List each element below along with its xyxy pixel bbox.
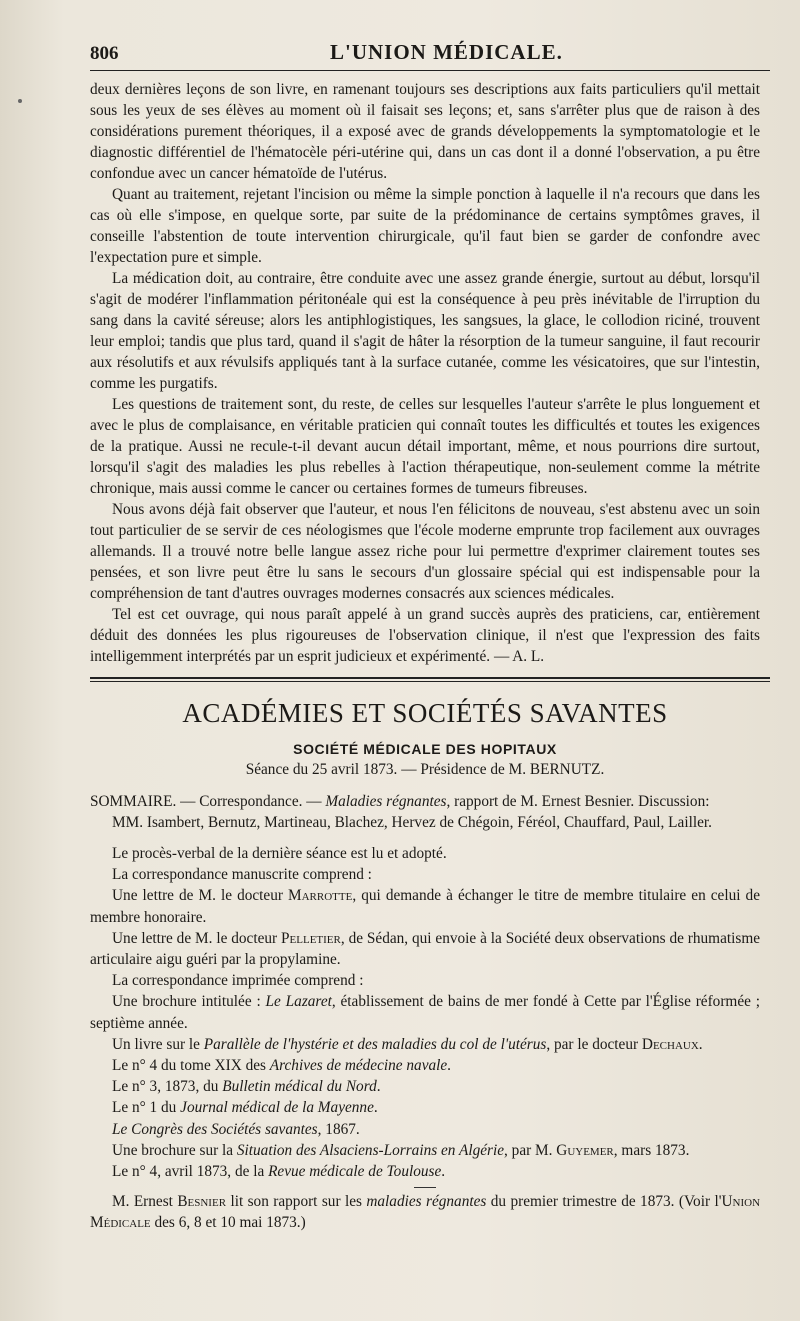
review-paragraph: La médication doit, au contraire, être conduite avec une assez grande énergie, surtout au début, lorsqu'il s'agit de modérer l'inflammation péritonéale qui est la conséquence à peu près inévitable de l'irruption du sang dans la cavité séreuse; alors les antiphlogistiques, les sangsues, la glace, le collodion riciné, trouvent leur emploi; tandis que plus tard, quand il s'agit de hâter la résorption de la tumeur sanguine, il faut recourir aux résolutifs et aux révulsifs appliqués tant à la surface cutanée, comme les vésicatoires, que sur l'intestin, comme les purgatifs. <box>90 270 760 392</box>
minutes-paragraph: M. Ernest Besnier lit son rapport sur les maladies régnantes du premier trimestre de 1873. (Voir l'Union Médicale des 6, 8 et 10 mai 1873.) <box>90 1193 761 1232</box>
minutes-paragraph: Le procès-verbal de la dernière séance est lu et adopté. <box>112 845 447 862</box>
page-number: 806 <box>90 43 119 64</box>
minutes-paragraph: Le n° 4, avril 1873, de la Revue médicale de Toulouse. <box>112 1163 446 1181</box>
society-title: SOCIÉTÉ MÉDICALE DES HOPITAUX <box>293 741 557 757</box>
short-rule <box>414 1187 436 1188</box>
minutes-paragraph: Le Congrès des Sociétés savantes, 1867. <box>112 1120 360 1138</box>
summary <box>90 791 760 833</box>
section-divider <box>90 677 770 682</box>
journal-title: L'UNION MÉDICALE. <box>330 40 563 64</box>
review-paragraph: Quant au traitement, rejetant l'incision ou même la simple ponction à laquelle il n'a recours que dans les cas où elle s'impose, en quelque sorte, par suite de la prédominance de certains symptômes graves, il conseille l'abstention de toute intervention chirurgicale, qu'il faut bien se garder de confondre avec l'expectation pure et simple. <box>90 186 760 266</box>
summary-participants: MM. Isambert, Bernutz, Martineau, Blachez, Hervez de Chégoin, Féréol, Chauffard, Paul, Lailler. <box>112 814 712 831</box>
summary-line: SOMMAIRE. — Correspondance. — Maladies régnantes, rapport de M. Ernest Besnier. Discussion: <box>90 793 710 810</box>
review-paragraph: Nous avons déjà fait observer que l'auteur, et nous l'en félicitons de nouveau, s'est abstenu avec un soin tout particulier de se servir de ces néologismes que l'école moderne emprunte trop facilement aux ouvrages allemands. Il a trouvé notre belle langue assez riche pour lui permettre d'exprimer clairement toutes ses pensées, et son livre peut être lu sans le secours d'un glossaire spécial qui est indispensable pour la compréhension de tant d'autres ouvrages modernes consacrés aux sciences médicales. <box>90 501 760 602</box>
minutes-paragraph: La correspondance imprimée comprend : <box>112 972 364 990</box>
margin-speck <box>18 99 22 103</box>
book-review <box>90 79 760 667</box>
running-head <box>90 40 770 71</box>
summary-label: SOMMAIRE. <box>90 793 177 810</box>
review-paragraph: Les questions de traitement sont, du reste, de celles sur lesquelles l'auteur s'arrête le plus longuement et avec le plus de complaisance, en véritable praticien qui connaît toutes les difficultés et toutes les exigences de la pratique. Aussi ne recule-t-il devant aucun détail important, même, et nous pourrions dire surtout, lorsqu'il s'agit des maladies les plus rebelles à l'action thérapeutique, non-seulement comme la métrite chronique, mais aussi comme le cancer ou certaines formes de tumeurs fibreuses. <box>90 396 760 497</box>
minutes-paragraph: Une lettre de M. le docteur Pelletier, de Sédan, qui envoie à la Société deux observations de rhumatisme articulaire aigu guéri par la propylamine. <box>90 929 761 969</box>
minutes-paragraph: Un livre sur le Parallèle de l'hystérie et des maladies du col de l'utérus, par le docteur Dechaux. <box>112 1035 703 1053</box>
review-paragraph: Tel est cet ouvrage, qui nous paraît appelé à un grand succès auprès des praticiens, car, entièrement déduit des données les plus rigoureuses de l'observation clinique, il n'est que l'expression des faits intelligemment interprétés par un esprit judicieux et expérimenté. — A. L. <box>90 606 760 665</box>
minutes-paragraph: Une brochure intitulée : Le Lazaret, établissement de bains de mer fondé à Cette par l'Église réformée ; septième année. <box>90 993 760 1032</box>
minutes-paragraph: La correspondance manuscrite comprend : <box>112 866 372 884</box>
minutes-paragraph: Le n° 1 du Journal médical de la Mayenne. <box>112 1099 378 1117</box>
review-paragraph: deux dernières leçons de son livre, en ramenant toujours ses descriptions aux faits particuliers qu'il mettait sous les yeux de ses élèves au moment où il faisait ses leçons; et, sans s'arrêter plus que de raison à des considérations purement théoriques, il a exposé avec de grands développements la symptomatologie et le diagnostic différentiel de l'hématocèle péri-utérine qui, dans un cas dont il a donné l'observation, a pu être confondue avec un cancer hématoïde de l'utérus. <box>90 81 760 182</box>
minutes-paragraph: Une lettre de M. le docteur Marrotte, qui demande à échanger le titre de membre titulaire en celui de membre honoraire. <box>90 887 760 926</box>
minutes-paragraph: Le n° 4 du tome XIX des Archives de médecine navale. <box>112 1057 451 1075</box>
section-title: ACADÉMIES ET SOCIÉTÉS SAVANTES <box>182 698 668 728</box>
session-line: Séance du 25 avril 1873. — Présidence de M. BERNUTZ. <box>245 761 605 778</box>
session-minutes <box>90 843 760 1234</box>
minutes-paragraph: Une brochure sur la Situation des Alsaciens-Lorrains en Algérie, par M. Guyemer, mars 1873. <box>112 1141 690 1159</box>
minutes-paragraph: Le n° 3, 1873, du Bulletin médical du Nord. <box>112 1078 381 1096</box>
